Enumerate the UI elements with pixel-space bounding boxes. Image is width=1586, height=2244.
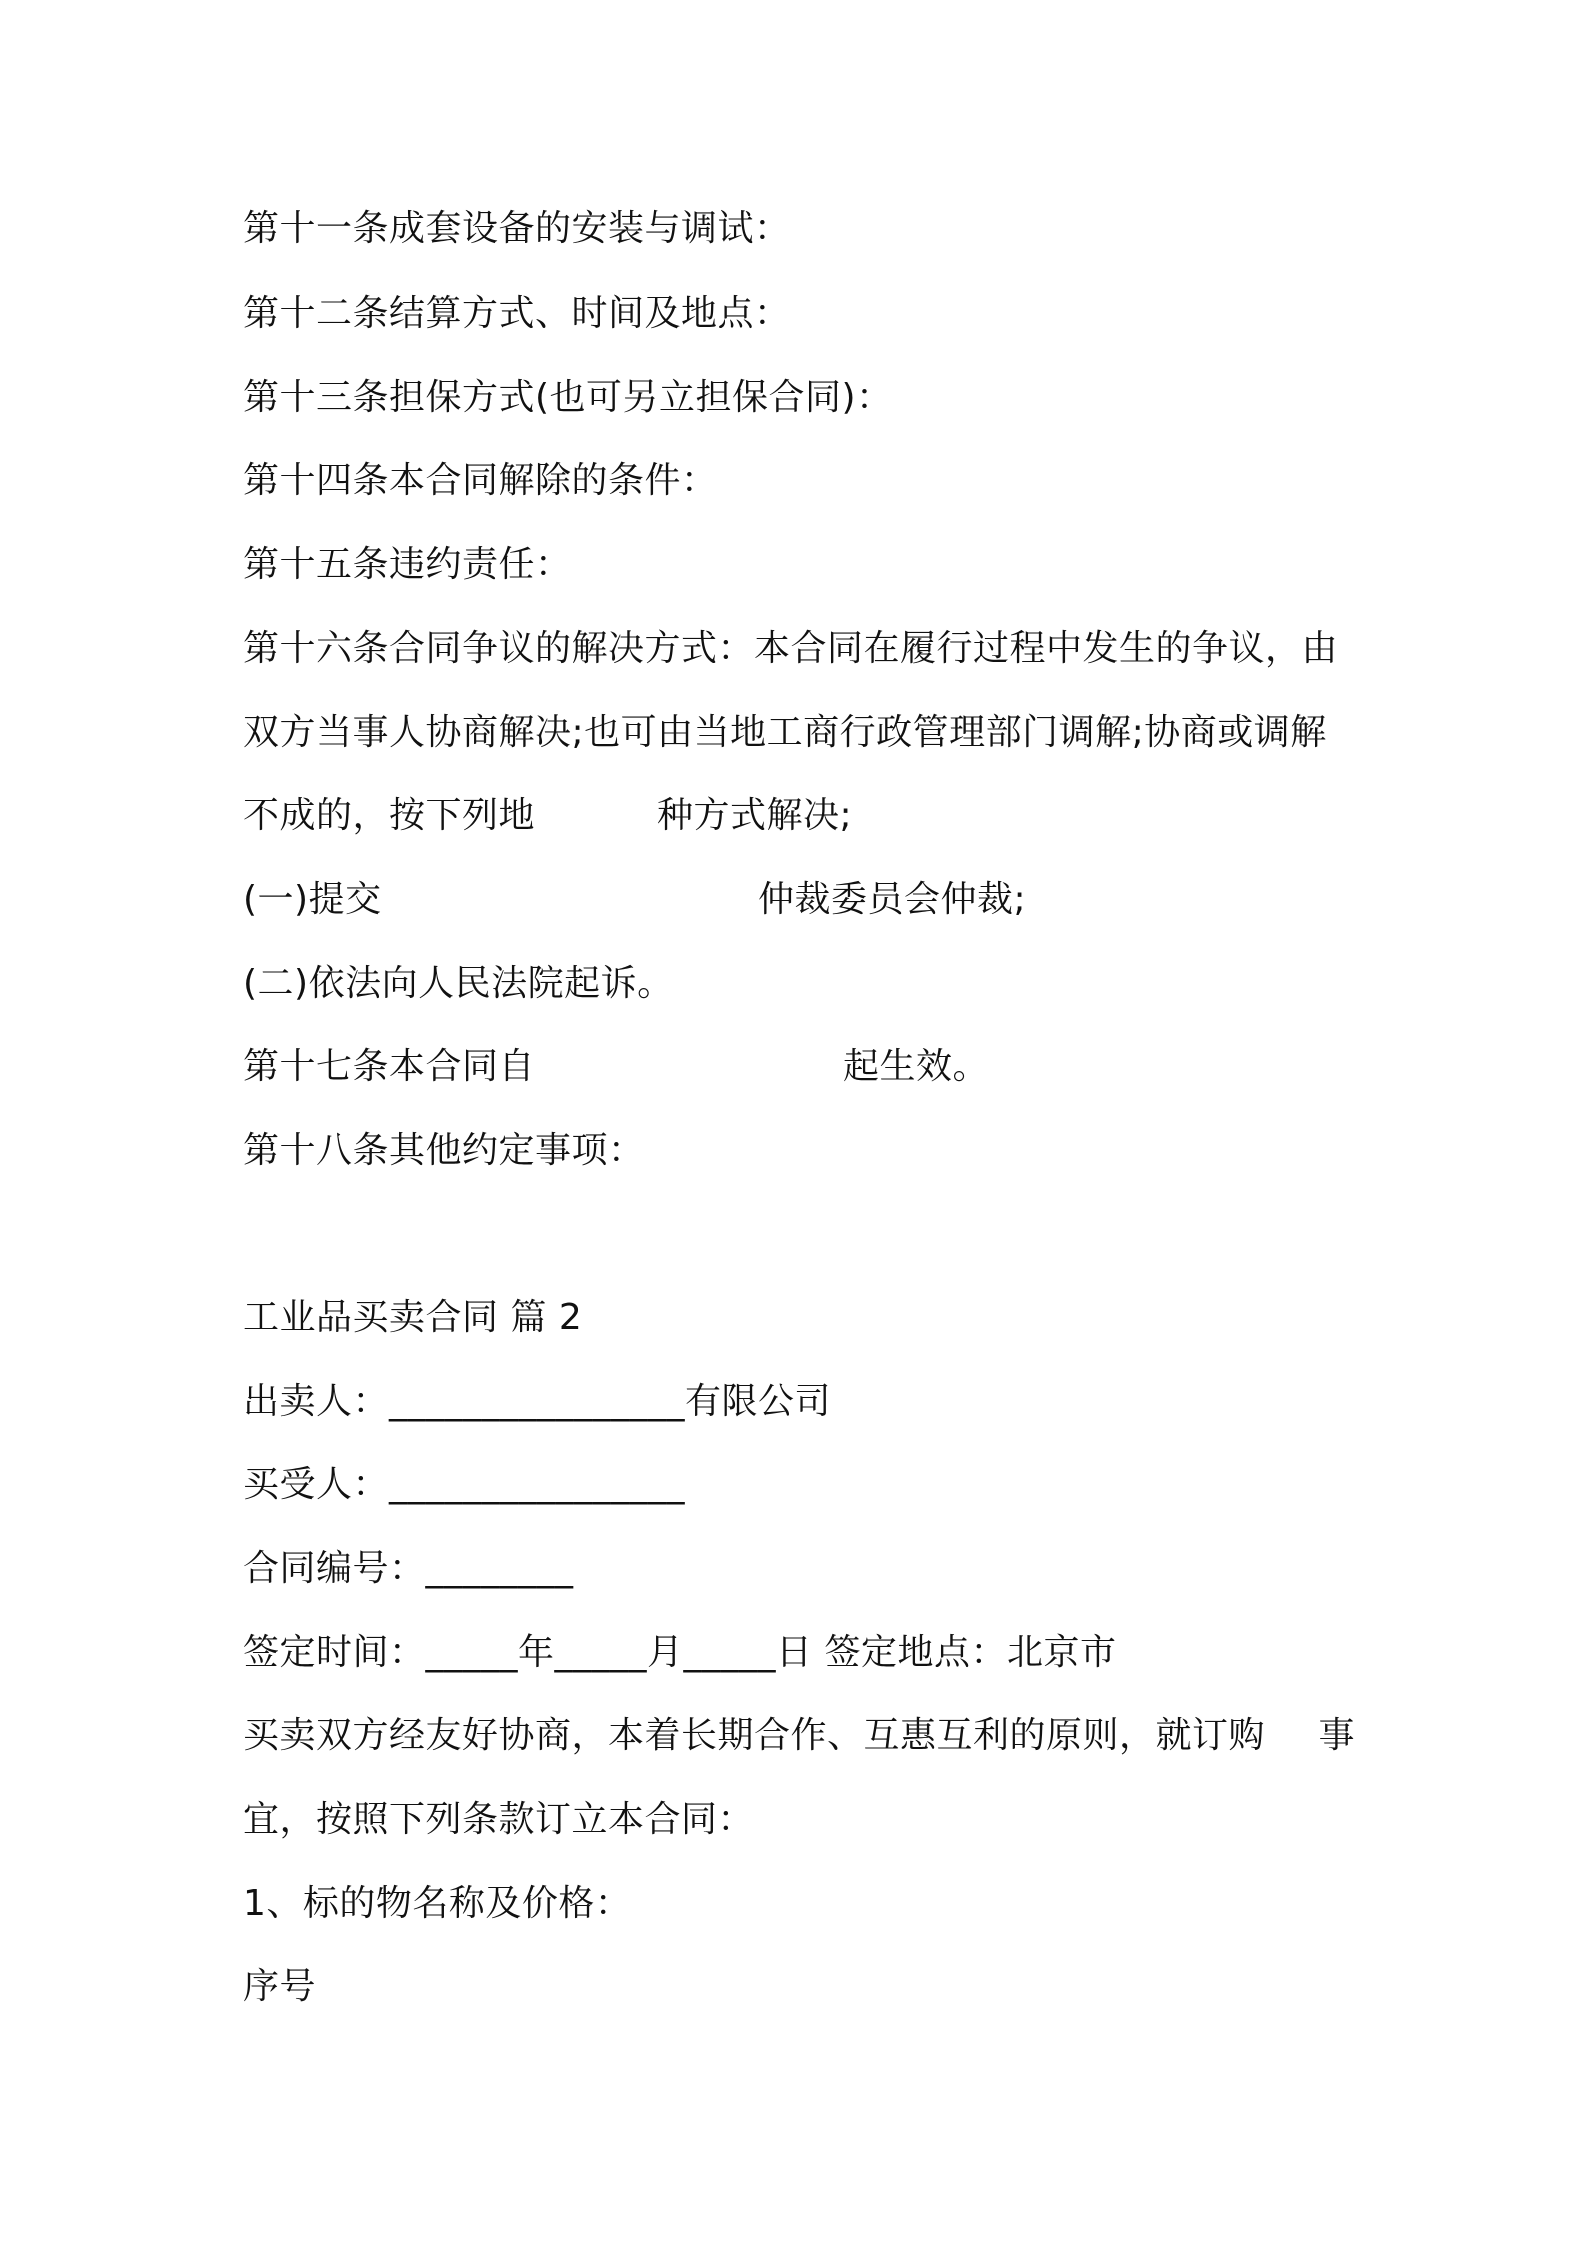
intro-line-1-text: 买卖双方经友好协商，本着长期合作、互惠互利的原则，就订购 [243, 1715, 1266, 1756]
clause-11: 第十一条成套设备的安装与调试： [243, 208, 791, 249]
clause-12: 第十二条结算方式、时间及地点： [243, 293, 791, 334]
contract-2-title: 工业品买卖合同 篇 2 [243, 1297, 583, 1338]
option-2: (二)依法向人民法院起诉。 [243, 963, 674, 1004]
clause-14: 第十四条本合同解除的条件： [243, 460, 718, 501]
clause-17-start: 第十七条本合同自 [243, 1046, 536, 1087]
table-column-seq: 序号 [243, 1966, 317, 2007]
item-1-heading: 1、标的物名称及价格： [243, 1883, 632, 1924]
signing-time-place: 签定时间：_____年_____月_____日 签定地点：北京市 [243, 1632, 1117, 1673]
contract-number-field: 合同编号：________ [243, 1548, 574, 1589]
clause-16-line-2: 双方当事人协商解决;也可由当地工商行政管理部门调解;协商或调解 [243, 712, 1327, 753]
intro-line-2: 宜，按照下列条款订立本合同： [243, 1799, 755, 1840]
clause-16-line-3-start: 不成的，按下列地 [243, 795, 536, 836]
clause-16-line-1: 第十六条合同争议的解决方式：本合同在履行过程中发生的争议，由 [243, 628, 1339, 669]
intro-line-1-end: 事 [1318, 1715, 1355, 1756]
clause-15: 第十五条违约责任： [243, 544, 572, 585]
clause-17-end: 起生效。 [843, 1046, 990, 1087]
buyer-field: 买受人：________________ [243, 1464, 686, 1505]
option-1-end: 仲裁委员会仲裁; [758, 879, 1027, 920]
option-1-start: (一)提交 [243, 879, 382, 920]
intro-line-1 [243, 1712, 1355, 1760]
seller-field: 出卖人：________________有限公司 [243, 1381, 832, 1422]
clause-18: 第十八条其他约定事项： [243, 1130, 645, 1171]
clause-16-line-3-end: 种方式解决; [657, 795, 853, 836]
clause-13: 第十三条担保方式(也可另立担保合同)： [243, 377, 893, 418]
